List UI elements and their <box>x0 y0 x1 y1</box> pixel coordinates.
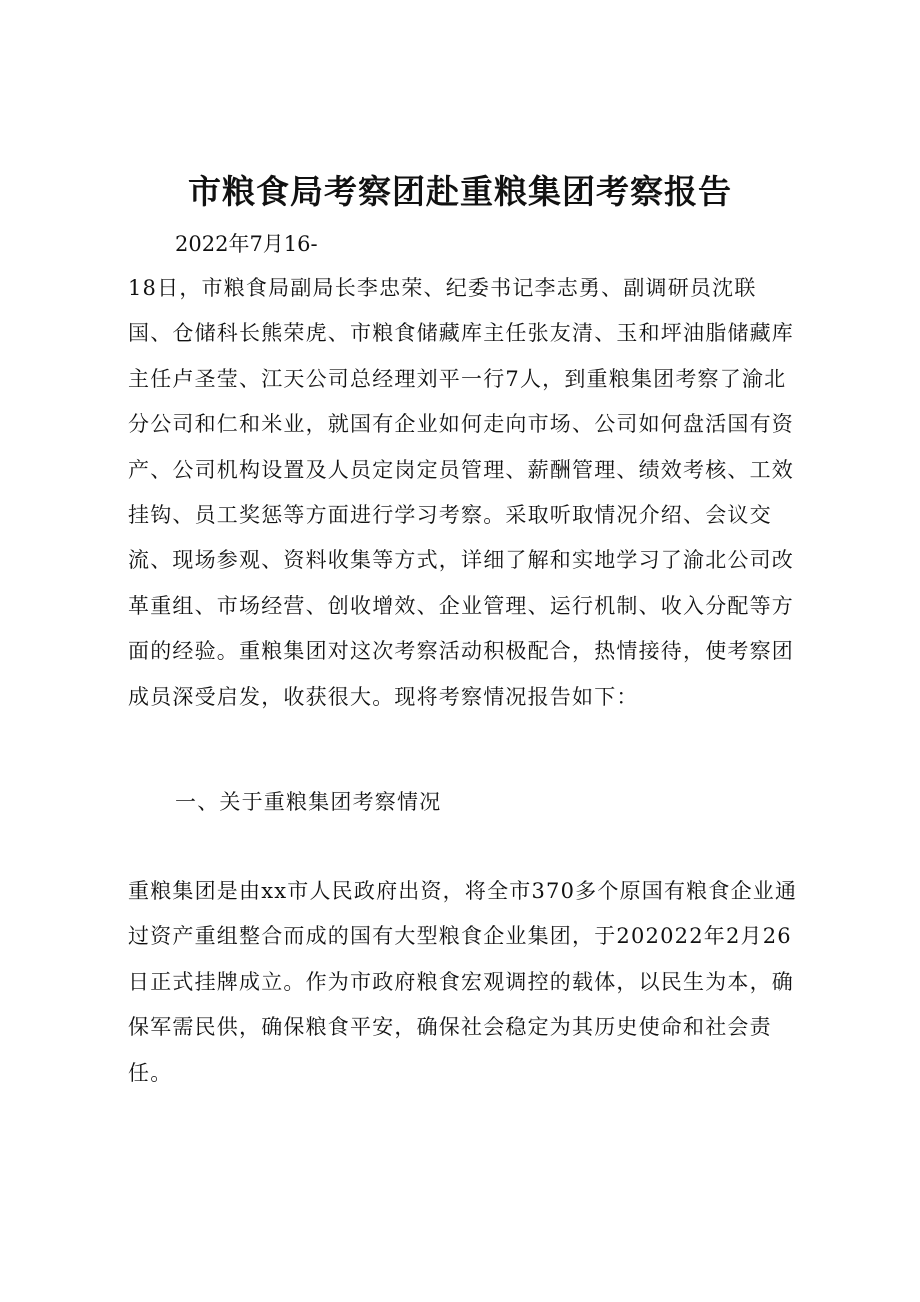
body-paragraph-1: 18日，市粮食局副局长李忠荣、纪委书记李志勇、副调研员沈联国、仓储科长熊荣虎、市粮食储藏库主任张友清、玉和坪油脂储藏库主任卢圣莹、江天公司总经理刘平一行7人，到重粮集团考察了渝北分公司和仁和米业，就国有企业如何走向市场、公司如何盘活国有资产、公司机构设置及人员定岗定员管理、薪酬管理、绩效考核、工效挂钩、员工奖惩等方面进行学习考察。采取听取情况介绍、会议交流、现场参观、资料收集等方式，详细了解和实地学习了渝北公司改革重组、市场经营、创收增效、企业管理、运行机制、收入分配等方面的经验。重粮集团对这次考察活动积极配合，热情接待，使考察团成员深受启发，收获很大。现将考察情况报告如下： <box>128 276 794 709</box>
date-line: 2022年7月16- <box>175 232 318 256</box>
section-heading-1: 一、关于重粮集团考察情况 <box>175 790 442 814</box>
document-title: 市粮食局考察团赴重粮集团考察报告 <box>188 172 732 211</box>
body-paragraph-2: 重粮集团是由xx市人民政府出资，将全市370多个原国有粮食企业通过资产重组整合而成的国有大型粮食企业集团，于202022年2月26日正式挂牌成立。作为市政府粮食宏观调控的载体，以民生为本，确保军需民供，确保粮食平安，确保社会稳定为其历史使命和社会责任。 <box>128 879 798 1085</box>
